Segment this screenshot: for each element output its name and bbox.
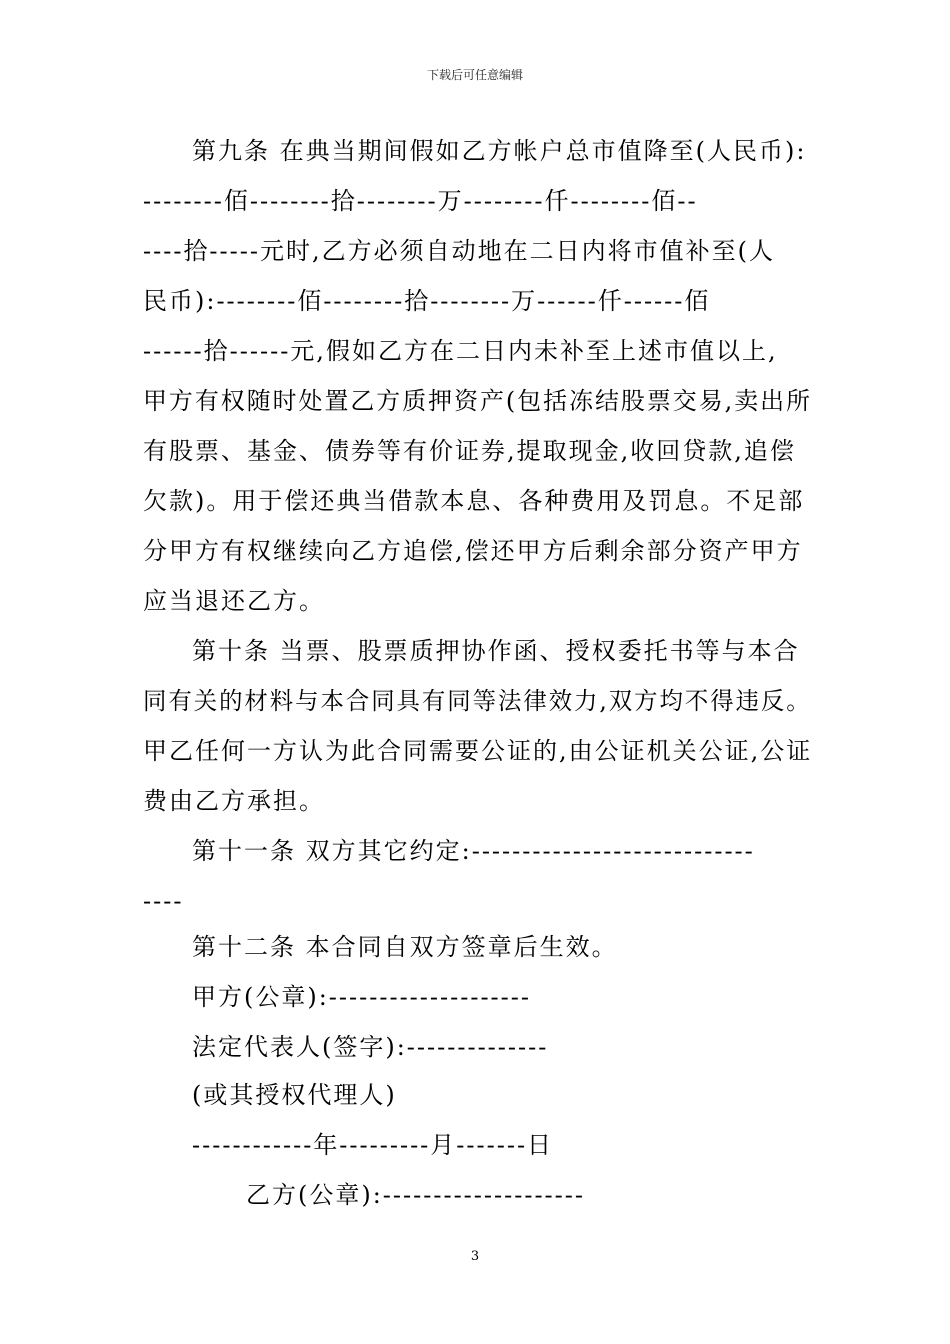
article-9-line: 甲方有权随时处置乙方质押资产(包括冻结股票交易,卖出所 [143,387,812,415]
article-9-line: 应当退还乙方。 [143,587,325,615]
authorized-agent-line: (或其授权代理人) [192,1081,397,1109]
article-10-line: 第十条 当票、股票质押协作函、授权委托书等与本合 [192,637,800,665]
article-9-line: ----拾-----元时,乙方必须自动地在二日内将市值补至(人 [143,237,775,265]
page-header-note: 下载后可任意编辑 [426,68,523,82]
article-10-line: 同有关的材料与本合同具有同等法律效力,双方均不得违反。 [143,687,812,715]
party-b-seal-line: 乙方(公章):-------------------- [246,1181,585,1209]
article-9-line: 分甲方有权继续向乙方追偿,偿还甲方后剩余部分资产甲方 [143,537,803,565]
article-12-line: 第十二条 本合同自双方签章后生效。 [192,933,618,961]
article-9-line: 欠款)。用于偿还典当借款本息、各种费用及罚息。不足部 [143,487,805,515]
article-9-line: 民币):--------佰--------拾--------万------仟------佰 [143,287,711,315]
page-number: 3 [470,1249,480,1264]
legal-representative-line: 法定代表人(签字):-------------- [192,1033,549,1061]
article-11-line: ---- [143,887,184,915]
article-9-line: 有股票、基金、债券等有价证券,提取现金,收回贷款,追偿 [143,437,796,465]
article-10-line: 费由乙方承担。 [143,787,325,815]
date-line: ------------年---------月-------日 [192,1131,554,1159]
article-10-line: 甲乙任何一方认为此合同需要公证的,由公证机关公证,公证 [143,737,813,765]
party-a-seal-line: 甲方(公章):-------------------- [192,983,531,1011]
article-11-line: 第十一条 双方其它约定:---------------------------- [192,837,755,865]
article-9-line: --------佰--------拾--------万--------仟--------佰-- [143,187,698,215]
article-9-line: ------拾------元,假如乙方在二日内未补至上述市值以上, [143,337,778,365]
article-9-line: 第九条 在典当期间假如乙方帐户总市值降至(人民币): [192,137,807,165]
